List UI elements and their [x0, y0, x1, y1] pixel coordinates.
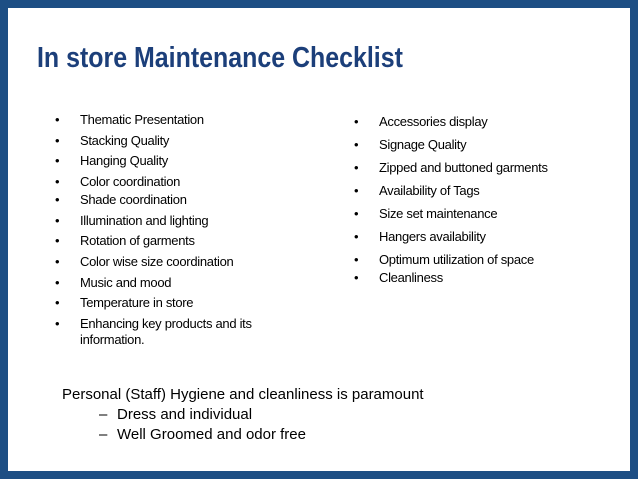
list-item: • Stacking Quality: [55, 133, 315, 149]
list-item: • Color coordination: [55, 174, 315, 190]
checklist-left: [55, 112, 315, 352]
list-item: • Color wise size coordination: [55, 254, 315, 270]
slide: [8, 8, 630, 471]
sub-list-item: [62, 425, 424, 445]
dash-marker: –: [99, 406, 108, 423]
list-item: • Cleanliness: [354, 270, 614, 286]
list-item: • Signage Quality: [354, 137, 614, 153]
list-item: • Shade coordination: [55, 192, 315, 208]
list-item: • Enhancing key products and its information.: [55, 316, 285, 348]
list-item: • Thematic Presentation: [55, 112, 315, 128]
list-item: • Temperature in store: [55, 295, 315, 311]
sub-list-item-text: Dress and individual: [117, 406, 253, 423]
sub-list-item: [62, 405, 424, 425]
personal-hygiene-text: Personal (Staff) Hygiene and cleanliness is paramount: [62, 386, 424, 403]
personal-hygiene-sublist: [62, 405, 424, 445]
list-item: • Hangers availability: [354, 229, 614, 245]
list-item: • Availability of Tags: [354, 183, 614, 199]
list-item: • Size set maintenance: [354, 206, 614, 222]
list-item: • Music and mood: [55, 275, 315, 291]
checklist-right: [354, 114, 614, 293]
list-item: • Rotation of garments: [55, 233, 315, 249]
slide-title: In store Maintenance Checklist: [37, 42, 403, 74]
sub-list-item-text: Well Groomed and odor free: [117, 426, 306, 443]
list-item: • Zipped and buttoned garments: [354, 160, 614, 176]
list-item: • Hanging Quality: [55, 153, 315, 169]
dash-marker: –: [99, 426, 108, 443]
list-item: • Illumination and lighting: [55, 213, 315, 229]
list-item: • Optimum utilization of space: [354, 252, 614, 268]
personal-hygiene-section: [62, 385, 424, 445]
list-item: • Accessories display: [354, 114, 614, 130]
